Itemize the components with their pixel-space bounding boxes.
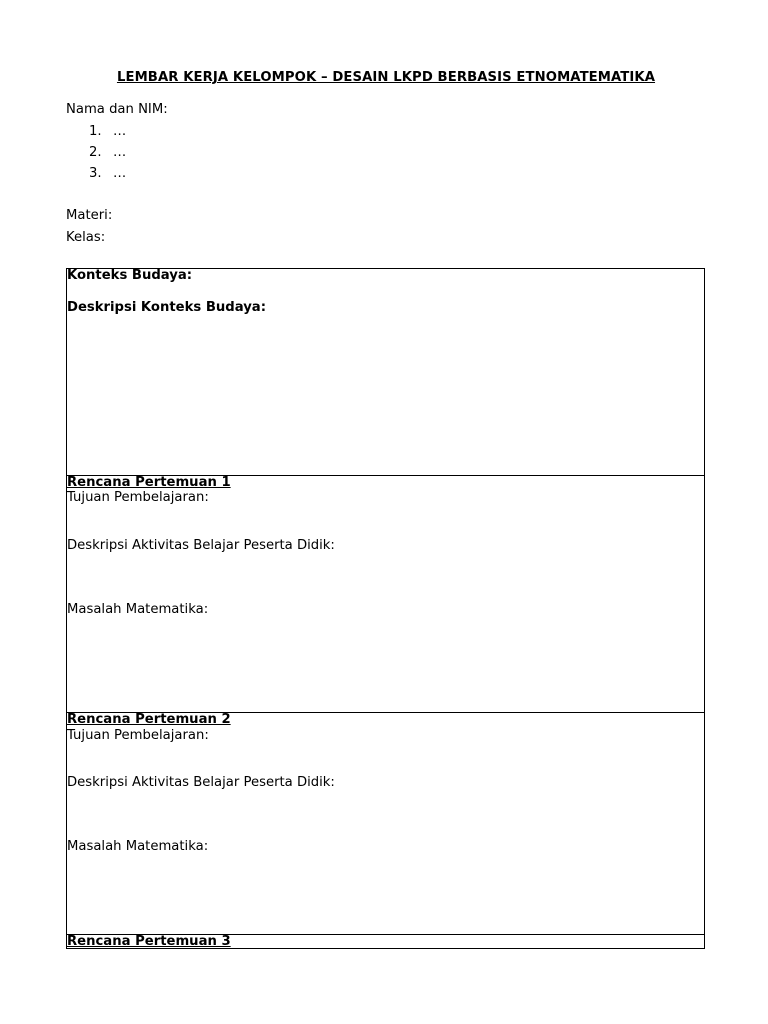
masalah-matematika-label: Masalah Matematika: [67, 602, 209, 617]
pertemuan-2-heading: Rencana Pertemuan 2 [67, 712, 231, 727]
list-number: 2. [89, 145, 102, 160]
list-item-text: … [113, 124, 127, 139]
list-item [89, 144, 126, 165]
aktivitas-label: Deskripsi Aktivitas Belajar Peserta Didik: [67, 538, 335, 553]
worksheet-table [66, 268, 705, 949]
aktivitas-label: Deskripsi Aktivitas Belajar Peserta Didik: [67, 775, 335, 790]
pertemuan-3-cell [67, 935, 704, 949]
tujuan-pembelajaran-label: Tujuan Pembelajaran: [67, 490, 209, 505]
konteks-budaya-cell [67, 269, 704, 476]
masalah-matematika-label: Masalah Matematika: [67, 839, 209, 854]
tujuan-pembelajaran-label: Tujuan Pembelajaran: [67, 728, 209, 743]
list-number: 1. [89, 124, 102, 139]
member-list [89, 123, 126, 186]
pertemuan-2-cell [67, 713, 704, 935]
document-title: LEMBAR KERJA KELOMPOK – DESAIN LKPD BERBASIS ETNOMATEMATIKA [116, 70, 656, 85]
deskripsi-konteks-heading: Deskripsi Konteks Budaya: [67, 300, 266, 315]
konteks-budaya-heading: Konteks Budaya: [67, 268, 193, 283]
kelas-label: Kelas: [66, 230, 106, 245]
pertemuan-3-heading: Rencana Pertemuan 3 [67, 934, 231, 949]
pertemuan-1-cell [67, 476, 704, 713]
list-item [89, 165, 126, 186]
list-number: 3. [89, 166, 102, 181]
list-item-text: … [113, 166, 127, 181]
nama-nim-label: Nama dan NIM: [66, 102, 168, 117]
materi-label: Materi: [66, 208, 113, 223]
list-item-text: … [113, 145, 127, 160]
pertemuan-1-heading: Rencana Pertemuan 1 [67, 475, 231, 490]
list-item [89, 123, 126, 144]
